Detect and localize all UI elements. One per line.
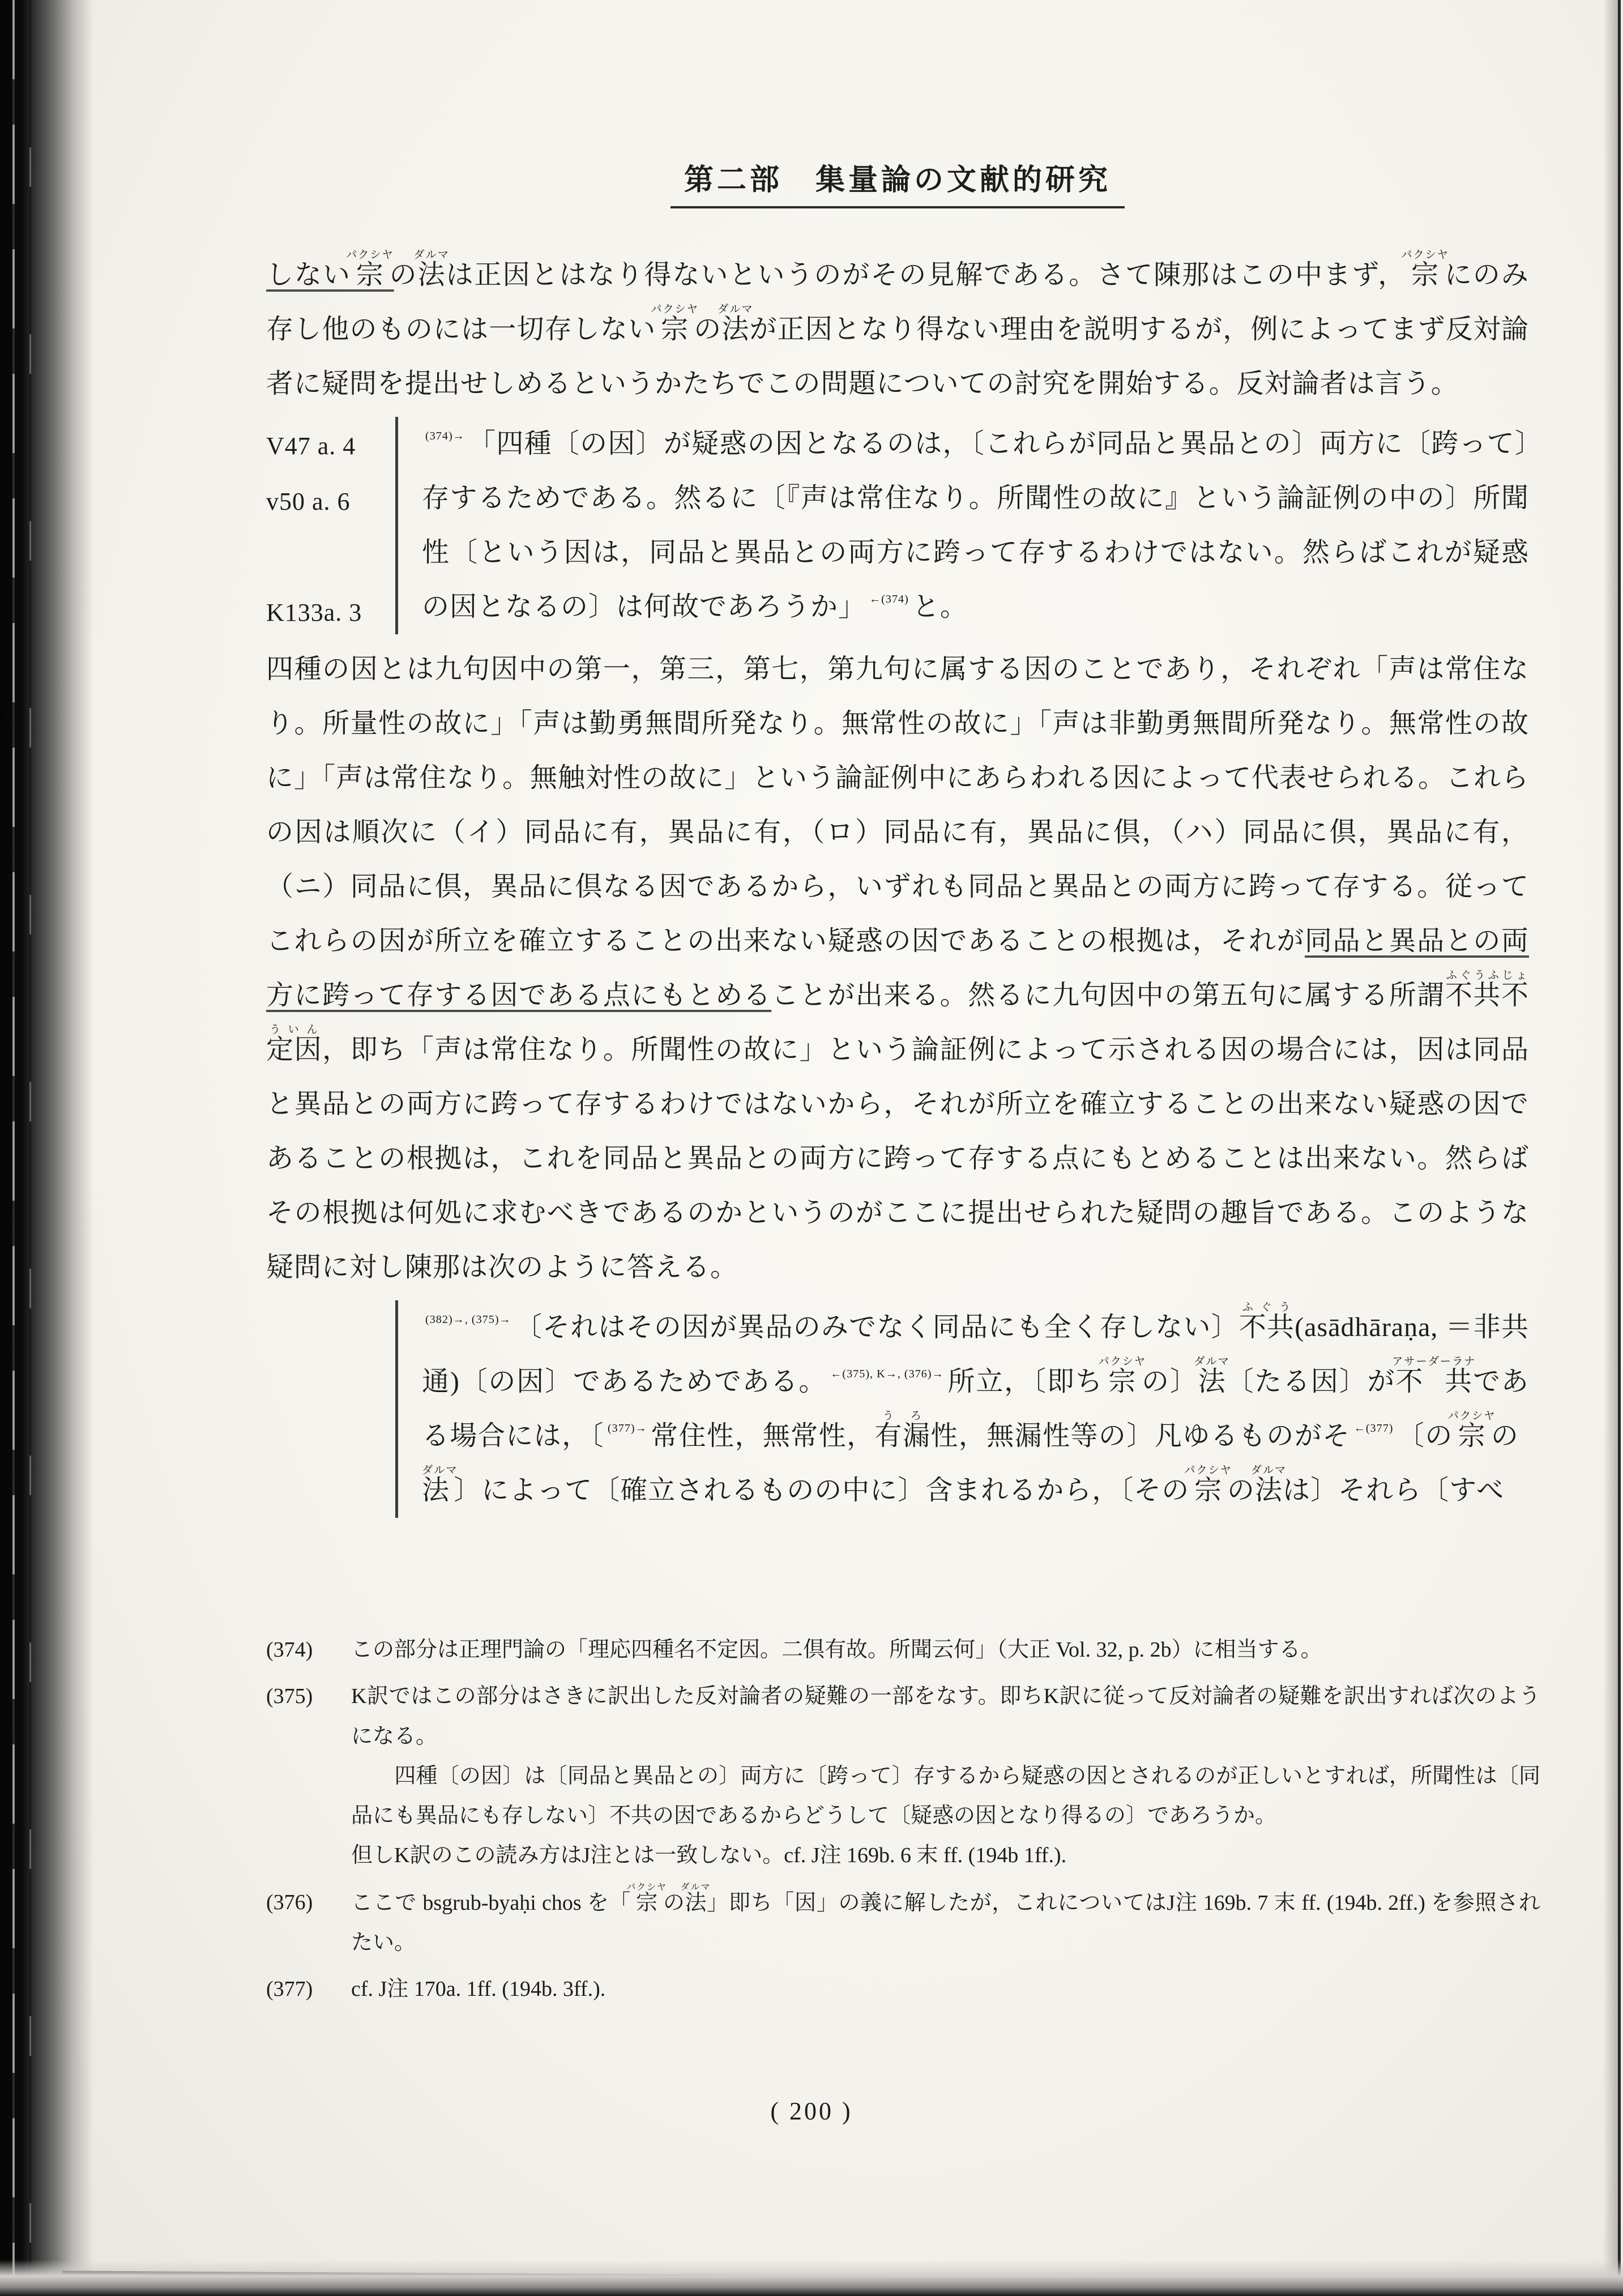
quote-text-1 — [395, 417, 1529, 634]
text-run: の〕 — [1141, 1367, 1198, 1397]
text-run: 性，無漏性等の〕凡ゆるものがそ — [930, 1421, 1351, 1451]
ruby-text: 法ダルマ — [1250, 1465, 1287, 1505]
ref-annotation: (382)→, (375)→ — [425, 1313, 511, 1326]
ref-annotation: ←(377) — [1353, 1422, 1394, 1435]
text-run: の — [663, 1890, 685, 1915]
footnote-text — [351, 1883, 1540, 1963]
page-right-edge — [1618, 0, 1621, 2296]
text-run: の — [694, 314, 722, 344]
quote-text-2 — [395, 1300, 1529, 1518]
ruby-text: 宗パクシヤ — [1184, 1465, 1233, 1505]
ruby-text: 法ダルマ — [680, 1882, 711, 1915]
text-run: と。 — [912, 592, 968, 622]
ruby-text: 法ダルマ — [413, 249, 450, 290]
text-run: ここで bsgrub-byaḥi chos を「 — [351, 1890, 631, 1915]
ref-annotation: (374)→ — [425, 429, 465, 442]
margin-ref-v50: v50 a. 6 — [266, 488, 351, 515]
footnote-number: (375) — [266, 1684, 313, 1709]
page-right-shadow — [1603, 0, 1618, 2296]
ruby-text: 宗パクシヤ — [1401, 249, 1449, 290]
footnote-text — [351, 1630, 1540, 1670]
quote-block-2 — [266, 1300, 1529, 1518]
text-run: cf. J注 170a. 1ff. (194b. 3ff.). — [351, 1977, 606, 2001]
footnote-374 — [266, 1630, 1540, 1670]
page-header — [266, 156, 1529, 208]
text-run: ，即ち「声は常住なり。所聞性の故に」という論証例によって示される因の場合には，因は同品と異品との両方に跨って存するわけではないから，それが所立を確立することの出来ない疑惑の因であることの根拠は，これを同品と異品との両方に跨って存する点にもとめることは出来ない。然らばその根拠は何処に求むべきであるのかというのがここに提出せられた疑問の趣旨である。このような疑問に対し陳那は次のように答える。 — [266, 1035, 1529, 1282]
text-run: 〔それはその因が異品のみでなく同品にも全く存しない〕 — [514, 1312, 1239, 1342]
ruby-text: 宗パクシヤ — [1098, 1356, 1147, 1397]
footnote-number: (374) — [266, 1638, 313, 1662]
text-run: の — [388, 260, 418, 290]
text-run: の — [1227, 1475, 1255, 1505]
ruby-text: 宗パクシヤ — [345, 249, 394, 290]
ruby-text: 宗パクシヤ — [1447, 1410, 1496, 1451]
text-run: は正因とはなり得ないというのがその見解である。さて陳那はこの中まず， — [445, 260, 1407, 290]
binding-streak — [29, 0, 31, 2296]
ruby-text: 不共ふぐう — [1238, 1301, 1295, 1342]
text-run: (asādhāraṇa, ＝非共通)〔の因〕であるためである。 — [422, 1312, 1529, 1397]
footnote-376 — [266, 1883, 1540, 1963]
text-run: 〔たる因〕が — [1225, 1367, 1396, 1397]
text-run: 〕によって〔確立されるものの中に〕含まれるから，〔その — [454, 1475, 1190, 1505]
text-run: 四種〔の因〕は〔同品と異品との〕両方に〔跨って〕存するから疑惑の因とされるのが正しいとすれば，所聞性は〔同品にも異品にも存しない〕不共の因であるからどうして〔疑惑の因となり得るの〕であろうか。 — [351, 1764, 1540, 1828]
text-run: この部分は正理門論の「理応四種名不定因。二倶有故。所聞云何」（大正 Vol. 32, p. 2b）に相当する。 — [351, 1638, 1322, 1662]
page-bottom-edge — [0, 2260, 1623, 2296]
page-number: ( 200 ) — [770, 2097, 853, 2125]
ruby-text: 法ダルマ — [422, 1465, 458, 1505]
text-run: の — [1490, 1421, 1519, 1451]
page-body — [266, 156, 1529, 1526]
text-run: 所立，〔即ち — [947, 1367, 1104, 1397]
binding-streak — [12, 0, 15, 2296]
footnote-number: (376) — [266, 1890, 313, 1914]
text-run: 四種の因とは九句因中の第一，第三，第七，第九句に属する因のことであり，それぞれ「声は常住なり。所量性の故に」「声は勤勇無間所発なり。無常性の故に」「声は非勤勇無間所発なり。無常性の故に」「声は常住なり。無触対性の故に」という論証例中にあらわれる因によって代表せられる。これらの因は順次に（イ）同品に有，異品に有，（ロ）同品に有，異品に倶，（ハ）同品に倶，異品に有，（ニ）同品に倶，異品に倶なる因であるから，いずれも同品と異品との両方に跨って存する。従ってこれらの因が所立を確立することの出来ない疑惑の因であることの根拠は，それが — [266, 654, 1530, 956]
text-run: にのみ存し他のものには一切存しない — [266, 260, 1529, 344]
footnote-375 — [266, 1676, 1540, 1875]
footnote-text — [351, 1676, 1540, 1875]
text-run: 但しK訳のこの読み方はJ注とは一致しない。cf. J注 169b. 6 末 ff. (194b 1ff.). — [351, 1843, 1067, 1868]
text-run: は〕それら〔すべ — [1283, 1475, 1505, 1505]
text-run: 常住性，無常性， — [650, 1421, 875, 1451]
ruby-text: 不共不定因ふぐうふじょういん — [266, 970, 1529, 1065]
ruby-text: 法ダルマ — [1194, 1356, 1230, 1397]
margin-ref-k133: K133a. 3 — [266, 599, 362, 626]
ruby-text: 宗パクシヤ — [626, 1882, 668, 1915]
margin-ref-v47: V47 a. 4 — [266, 432, 356, 460]
text-run: しない — [266, 260, 351, 290]
paragraph-intro — [266, 248, 1529, 411]
paragraph-main — [266, 642, 1529, 1295]
text-run: K訳ではこの部分はさきに訳出した反対論者の疑難の一部をなす。即ちK訳に従って反対論者の疑難を訳出すれば次のようになる。 — [351, 1684, 1540, 1748]
ref-annotation: (377)→ — [607, 1422, 647, 1435]
text-run: ことが出来る。然るに九句因中の第五句に属する所謂 — [771, 980, 1445, 1010]
footnote-number: (377) — [266, 1977, 313, 2001]
text-run: 」即ち「因」の義に解したが，これについてはJ注 169b. 7 末 ff. (194b. 2ff.) を参照されたい。 — [351, 1890, 1540, 1955]
text-run: 〔の — [1396, 1421, 1453, 1451]
ruby-text: 法ダルマ — [717, 304, 754, 344]
quote-block-1 — [266, 417, 1529, 634]
footnotes-section — [266, 1630, 1540, 2016]
ruby-text: 有漏うろ — [874, 1410, 931, 1451]
ref-annotation: ←(374) — [869, 592, 909, 605]
footnote-text — [351, 1969, 1540, 2009]
ruby-text: 宗パクシヤ — [651, 304, 699, 344]
ref-annotation: ←(375), K→, (376)→ — [830, 1367, 944, 1380]
footnote-377 — [266, 1969, 1540, 2009]
ruby-text: 不 共アサーダーラナ — [1392, 1356, 1476, 1397]
section-title: 第二部 集量論の文献的研究 — [670, 156, 1125, 208]
text-run: 「四種〔の因〕が疑惑の因となるのは，〔これらが同品と異品との〕両方に〔跨って〕存するためである。然るに〔『声は常住なり。所聞性の故に』という論証例の中の〕所聞性〔という因は，同品と異品との両方に跨って存するわけではない。然らばこれが疑惑の因となるの〕は何故であろうか」 — [422, 429, 1529, 622]
text-run: である場合には，〔 — [422, 1367, 1529, 1451]
text-run: 同品と異品との両方に跨って存する因である点にもとめる — [266, 926, 1529, 1010]
text-run: が正因となり得ない理由を説明するが，例によってまず反対論者に疑問を提出せしめるというかたちでこの問題についての討究を開始する。反対論者は言う。 — [266, 314, 1529, 399]
